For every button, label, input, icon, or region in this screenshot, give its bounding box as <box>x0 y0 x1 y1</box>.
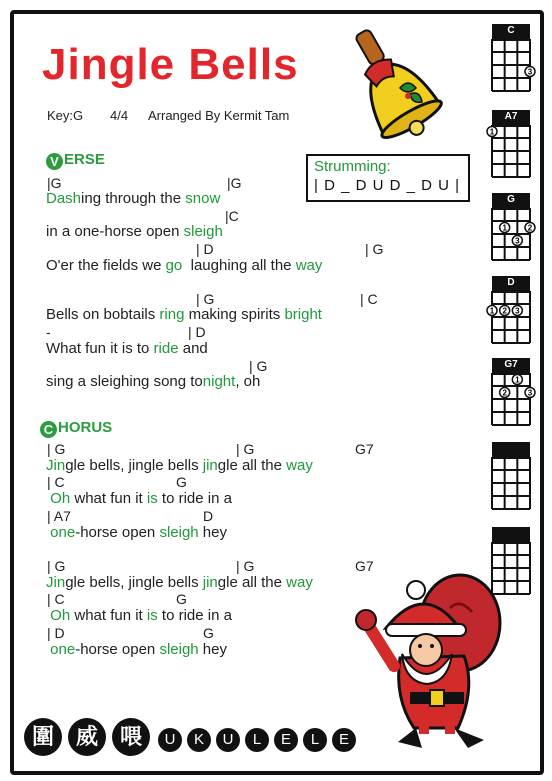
chord-marker: | G <box>196 291 215 307</box>
logo-letter: E <box>274 728 298 752</box>
logo-char: 圍 <box>24 718 62 756</box>
chord-chart-grid <box>491 193 531 264</box>
chord-chart-grid <box>491 442 531 513</box>
chord-marker: |G <box>227 175 242 191</box>
bell-icon <box>344 22 464 134</box>
logo-letter: L <box>245 728 269 752</box>
lyric-line: Oh what fun it is to ride in a <box>46 490 232 507</box>
lyric-line: What fun it is to ride and <box>46 340 208 357</box>
arranger: Arranged By Kermit Tam <box>148 108 290 123</box>
logo-letter: E <box>332 728 356 752</box>
chord-marker: | C <box>47 591 65 607</box>
chord-chart-name: C <box>492 24 530 38</box>
chord-chart-name: D <box>492 276 530 290</box>
logo-letter: L <box>303 728 327 752</box>
chord-chart-name: A7 <box>492 110 530 124</box>
chord-marker: | G <box>47 441 66 457</box>
strumming-title: Strumming: <box>314 158 391 175</box>
time-signature: 4/4 <box>110 108 129 123</box>
finger-number: 2 <box>502 388 507 398</box>
logo-char: 威 <box>68 718 106 756</box>
verse-heading <box>46 151 105 170</box>
logo-letter: U <box>216 728 240 752</box>
chord-marker: G7 <box>355 441 374 457</box>
chord-chart-name: G7 <box>492 358 530 372</box>
finger-number: 3 <box>527 67 533 77</box>
lyric-line: Jingle bells, jingle bells jingle all the way <box>46 457 313 474</box>
chord-chart-grid <box>491 24 531 95</box>
chord-marker: |C <box>225 208 239 224</box>
santa-icon <box>330 568 505 758</box>
chord-marker: | C <box>47 474 65 490</box>
chord-marker: | D <box>196 241 214 257</box>
chord-marker: G7 <box>355 558 374 574</box>
logo-letter: K <box>187 728 211 752</box>
chord-marker: | G <box>236 441 255 457</box>
chord-marker: D <box>203 508 214 524</box>
lyric-line: Jingle bells, jingle bells jingle all the way <box>46 574 313 591</box>
verse-heading-rest: ERSE <box>64 151 105 168</box>
chord-chart-grid <box>491 276 531 347</box>
logo-letter: U <box>158 728 182 752</box>
dash-marker: - <box>46 324 51 340</box>
lyric-line: Bells on bobtails ring making spirits bright <box>46 306 322 323</box>
lyric-line: Oh what fun it is to ride in a <box>46 607 232 624</box>
finger-number: 3 <box>527 388 533 398</box>
lyric-line: O'er the fields we go laughing all the way <box>46 257 323 274</box>
chord-marker: |G <box>47 175 62 191</box>
chord-chart-name: G <box>492 193 530 207</box>
finger-number: 1 <box>489 306 495 316</box>
chord-marker: | G <box>365 241 384 257</box>
finger-number: 1 <box>515 375 520 385</box>
chorus-cap: C <box>40 421 57 438</box>
chord-marker: | C <box>360 291 378 307</box>
chord-marker: | D <box>47 625 65 641</box>
verse-cap: V <box>46 153 63 170</box>
finger-number: 2 <box>502 306 507 316</box>
strumming-pattern: | D _ D U D _ D U | <box>314 177 460 194</box>
chord-marker: | G <box>236 558 255 574</box>
chorus-heading <box>40 419 112 438</box>
chord-marker: G <box>203 625 214 641</box>
chord-chart-grid <box>491 110 531 181</box>
finger-number: 2 <box>527 223 533 233</box>
chord-marker: | D <box>188 324 206 340</box>
chord-marker: | A7 <box>47 508 71 524</box>
song-key: Key:G <box>47 108 84 123</box>
logo-char: 喂 <box>112 718 150 756</box>
finger-number: 3 <box>515 306 520 316</box>
chord-marker: | G <box>249 358 268 374</box>
lyric-line: one-horse open sleigh hey <box>46 524 227 541</box>
lyric-line: one-horse open sleigh hey <box>46 641 227 658</box>
finger-number: 1 <box>502 223 507 233</box>
chord-marker: G <box>176 591 187 607</box>
chord-marker: | G <box>47 558 66 574</box>
lyric-line: in a one-horse open sleigh <box>46 223 223 240</box>
finger-number: 1 <box>489 127 495 137</box>
song-title: Jingle Bells <box>42 40 299 89</box>
chorus-heading-rest: HORUS <box>58 419 113 436</box>
chord-marker: G <box>176 474 187 490</box>
lyric-line: sing a sleighing song tonight, oh <box>46 373 261 390</box>
chord-chart-grid <box>491 358 531 429</box>
finger-number: 3 <box>515 236 520 246</box>
lyric-line: Dashing through the snow <box>46 190 221 207</box>
